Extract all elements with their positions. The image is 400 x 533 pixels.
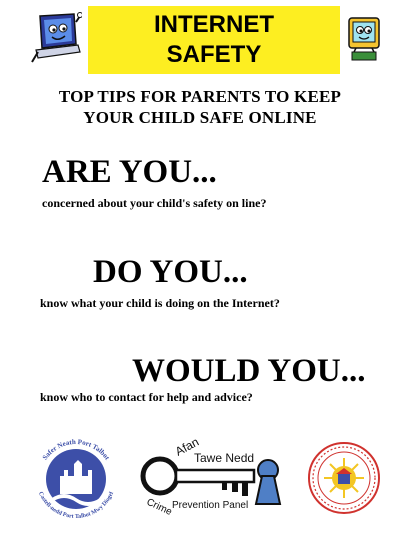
- logo-crime-text: Crime: [144, 496, 174, 518]
- keyhole-icon: [256, 460, 280, 504]
- text-would-you: know who to contact for help and advice?: [40, 390, 253, 404]
- title-banner: [88, 6, 340, 74]
- title-line-2: SAFETY: [166, 41, 262, 68]
- logo-tawe-nedd-text: Tawe Nedd: [194, 451, 255, 465]
- logo-council-top-text: Safer Neath Port Talbot: [40, 437, 112, 462]
- community-badge-logo: [306, 440, 382, 516]
- laptop-cartoon-icon: [30, 12, 82, 66]
- title-line-1: INTERNET: [154, 11, 274, 38]
- crime-prevention-panel-logo: [138, 432, 286, 524]
- logo-afan-text: Afan: [172, 434, 202, 459]
- text-are-you: concerned about your child's safety on line?: [42, 196, 267, 210]
- logo-prevention-panel-text: Prevention Panel: [172, 500, 249, 511]
- subtitle-line-2: YOUR CHILD SAFE ONLINE: [83, 108, 317, 127]
- heading-do-you: DO YOU...: [93, 254, 248, 290]
- subtitle-line-1: TOP TIPS FOR PARENTS TO KEEP: [58, 87, 342, 106]
- text-do-you: know what your child is doing on the Internet?: [40, 296, 280, 310]
- safer-npt-logo: [26, 436, 126, 522]
- subtitle: [0, 86, 400, 128]
- heading-would-you: WOULD YOU...: [132, 353, 366, 389]
- computer-cartoon-icon: [346, 14, 382, 66]
- heading-are-you: ARE YOU...: [42, 154, 217, 190]
- logo-council-bottom-text: Castell-nedd Port Talbot Mwy Diogel: [36, 490, 116, 521]
